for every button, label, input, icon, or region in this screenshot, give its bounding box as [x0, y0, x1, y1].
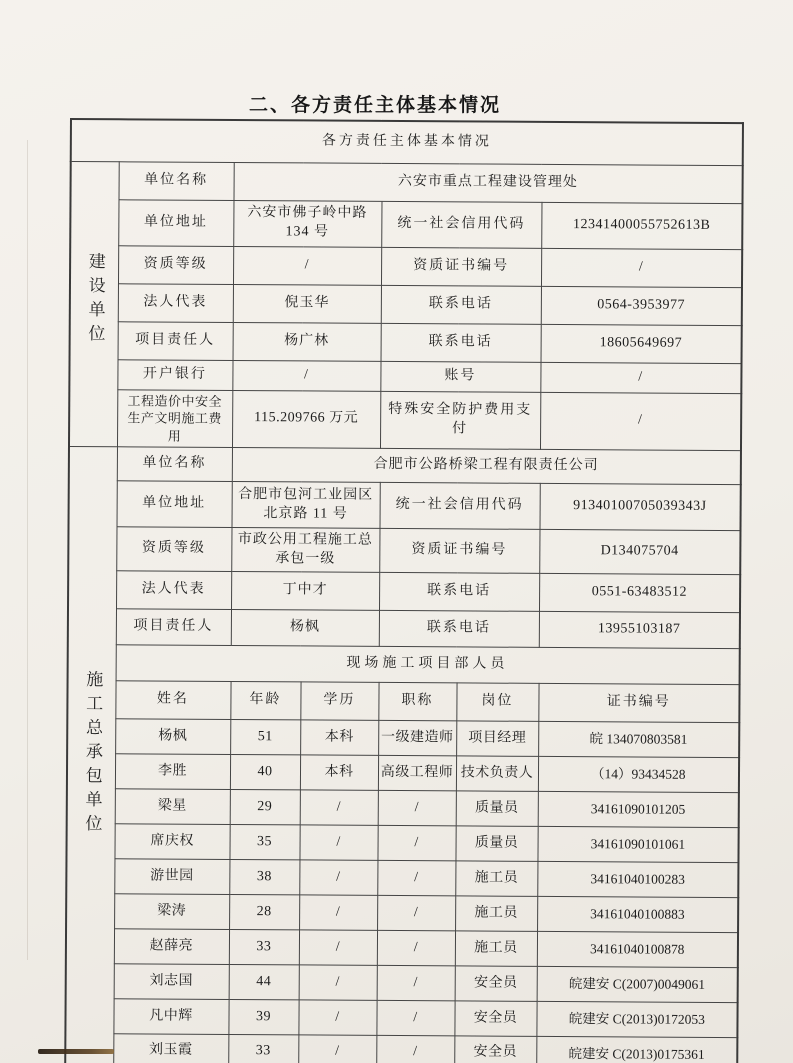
personnel-position: 质量员 — [455, 826, 537, 862]
field-label-unit-name: 单位名称 — [117, 447, 232, 482]
personnel-header-age: 年龄 — [230, 682, 300, 720]
field-value-project-manager: 杨广林 — [233, 322, 381, 361]
personnel-title: / — [377, 896, 455, 931]
field-value-phone: 0551-63483512 — [539, 574, 740, 613]
field-value-special-protection: / — [540, 392, 741, 451]
personnel-education: 本科 — [300, 720, 378, 755]
field-label-credit-code: 统一社会信用代码 — [381, 201, 541, 248]
personnel-age: 35 — [229, 825, 299, 860]
personnel-education: / — [299, 965, 377, 1000]
scan-artifact-streak — [38, 1049, 114, 1054]
personnel-title: 高级工程师 — [378, 756, 456, 791]
personnel-education: / — [298, 1035, 376, 1063]
field-label-unit-name: 单位名称 — [119, 161, 234, 200]
personnel-name: 赵薛亮 — [114, 929, 229, 965]
field-label-credit-code: 统一社会信用代码 — [379, 483, 539, 530]
personnel-title: / — [376, 1001, 454, 1036]
field-label-special-protection: 特殊安全防护费用支付 — [380, 391, 540, 450]
field-label-legal-rep: 法人代表 — [118, 283, 233, 322]
field-label-legal-rep: 法人代表 — [116, 571, 231, 610]
personnel-education: / — [299, 895, 377, 930]
personnel-education: 本科 — [300, 755, 378, 790]
field-label-project-manager: 项目责任人 — [116, 609, 231, 646]
field-value-phone: 18605649697 — [541, 324, 742, 363]
personnel-certificate: 皖 134070803581 — [538, 722, 739, 758]
field-value-bank: / — [232, 360, 380, 391]
personnel-row — [66, 964, 738, 1003]
field-value-qualification: 市政公用工程施工总承包一级 — [231, 528, 379, 573]
personnel-title: / — [378, 791, 456, 826]
personnel-position: 安全员 — [455, 966, 537, 1002]
personnel-name: 梁涛 — [114, 894, 229, 930]
personnel-header-row — [67, 681, 739, 723]
personnel-header-title: 职称 — [378, 683, 456, 721]
field-value-cert-no: / — [541, 248, 742, 287]
personnel-table-title: 现场施工项目部人员 — [116, 645, 740, 685]
personnel-position: 安全员 — [454, 1001, 536, 1037]
personnel-row — [65, 999, 737, 1038]
personnel-age: 39 — [228, 1000, 298, 1035]
personnel-age: 40 — [230, 755, 300, 790]
scanned-sheet — [64, 118, 742, 1063]
personnel-title: / — [377, 826, 455, 861]
field-value-credit-code: 12341400055752613B — [541, 202, 742, 249]
field-label-unit-address: 单位地址 — [117, 481, 232, 528]
field-value-phone: 13955103187 — [539, 612, 740, 649]
personnel-certificate: 皖建安 C(2007)0049061 — [537, 967, 738, 1003]
field-label-qualification: 资质等级 — [118, 245, 233, 284]
personnel-name: 梁星 — [115, 789, 230, 825]
personnel-row — [66, 824, 738, 863]
field-label-qualification: 资质等级 — [116, 527, 231, 572]
field-value-legal-rep: 丁中才 — [231, 572, 379, 611]
personnel-name: 刘玉霞 — [113, 1034, 228, 1063]
personnel-name: 刘志国 — [114, 964, 229, 1000]
field-value-qualification: / — [233, 246, 381, 285]
scan-artifact-edge — [27, 140, 28, 960]
personnel-position: 施工员 — [455, 861, 537, 897]
personnel-certificate: 34161090101061 — [537, 827, 738, 863]
personnel-row — [67, 789, 739, 828]
personnel-age: 29 — [230, 790, 300, 825]
personnel-name: 杨枫 — [115, 719, 230, 755]
personnel-title: / — [377, 861, 455, 896]
personnel-age: 51 — [230, 720, 300, 755]
field-label-safety-cost: 工程造价中安全生产文明施工费用 — [117, 389, 232, 447]
personnel-age: 33 — [229, 930, 299, 965]
personnel-position: 安全员 — [454, 1036, 536, 1063]
field-label-phone: 联系电话 — [379, 573, 539, 612]
personnel-position: 施工员 — [455, 931, 537, 967]
table-header: 各方责任主体基本情况 — [71, 119, 743, 165]
section-label-contractor-unit — [65, 447, 117, 1063]
personnel-header-name: 姓名 — [115, 681, 230, 720]
personnel-row — [67, 754, 739, 793]
personnel-certificate: （14）93434528 — [538, 757, 739, 793]
personnel-certificate: 34161090101205 — [538, 792, 739, 828]
field-value-cert-no: D134075704 — [539, 530, 740, 575]
responsibility-table — [64, 118, 744, 1063]
page-title: 二、各方责任主体基本情况 — [248, 95, 501, 116]
personnel-title: 一级建造师 — [378, 721, 456, 756]
personnel-certificate: 34161040100883 — [537, 897, 738, 933]
field-label-unit-address: 单位地址 — [118, 199, 233, 246]
personnel-name: 游世园 — [114, 859, 229, 895]
field-value-unit-name: 六安市重点工程建设管理处 — [234, 162, 743, 203]
personnel-certificate: 皖建安 C(2013)0172053 — [536, 1002, 737, 1038]
personnel-education: / — [300, 790, 378, 825]
personnel-row — [67, 719, 739, 758]
field-label-bank: 开户银行 — [117, 359, 232, 390]
personnel-certificate: 34161040100878 — [537, 932, 738, 968]
personnel-name: 李胜 — [115, 754, 230, 790]
section-label-building-unit — [69, 161, 119, 447]
field-label-cert-no: 资质证书编号 — [379, 529, 539, 574]
personnel-header-certificate: 证书编号 — [538, 684, 739, 723]
personnel-name: 席庆权 — [114, 824, 229, 860]
personnel-title: / — [376, 1036, 454, 1063]
field-label-project-manager: 项目责任人 — [118, 321, 233, 360]
field-value-credit-code: 91340100705039343J — [539, 484, 740, 531]
personnel-certificate: 34161040100283 — [537, 862, 738, 898]
personnel-position: 质量员 — [456, 791, 538, 827]
personnel-education: / — [298, 1000, 376, 1035]
personnel-position: 项目经理 — [456, 721, 538, 757]
section-label-text: 建设单位 — [85, 252, 105, 349]
personnel-age: 38 — [229, 860, 299, 895]
personnel-title: / — [377, 966, 455, 1001]
personnel-row — [65, 1034, 737, 1063]
personnel-row — [66, 894, 738, 933]
personnel-position: 技术负责人 — [456, 756, 538, 792]
field-label-account: 账号 — [380, 361, 540, 392]
personnel-name: 凡中辉 — [113, 999, 228, 1035]
field-label-phone: 联系电话 — [381, 323, 541, 362]
field-value-unit-address: 六安市佛子岭中路 134 号 — [233, 200, 381, 247]
personnel-header-education: 学历 — [300, 682, 378, 720]
personnel-age: 28 — [229, 895, 299, 930]
field-value-unit-address: 合肥市包河工业园区北京路 11 号 — [232, 482, 380, 529]
field-label-phone: 联系电话 — [381, 285, 541, 324]
personnel-row — [66, 929, 738, 968]
field-value-unit-name: 合肥市公路桥梁工程有限责任公司 — [232, 448, 741, 485]
personnel-education: / — [299, 930, 377, 965]
personnel-education: / — [299, 860, 377, 895]
field-value-project-manager: 杨枫 — [231, 610, 379, 647]
personnel-age: 33 — [228, 1035, 298, 1063]
personnel-row — [66, 859, 738, 898]
personnel-education: / — [299, 825, 377, 860]
field-value-account: / — [540, 362, 741, 393]
field-value-legal-rep: 倪玉华 — [233, 284, 381, 323]
section-label-text: 施工总承包单位 — [82, 670, 103, 839]
field-label-cert-no: 资质证书编号 — [381, 247, 541, 286]
personnel-header-position: 岗位 — [456, 683, 538, 722]
field-label-phone: 联系电话 — [379, 611, 539, 648]
personnel-age: 44 — [229, 965, 299, 1000]
personnel-title: / — [377, 931, 455, 966]
field-value-safety-cost: 115.209766 万元 — [232, 390, 380, 449]
personnel-position: 施工员 — [455, 896, 537, 932]
field-value-phone: 0564-3953977 — [541, 286, 742, 325]
personnel-certificate: 皖建安 C(2013)0175361 — [536, 1037, 737, 1063]
